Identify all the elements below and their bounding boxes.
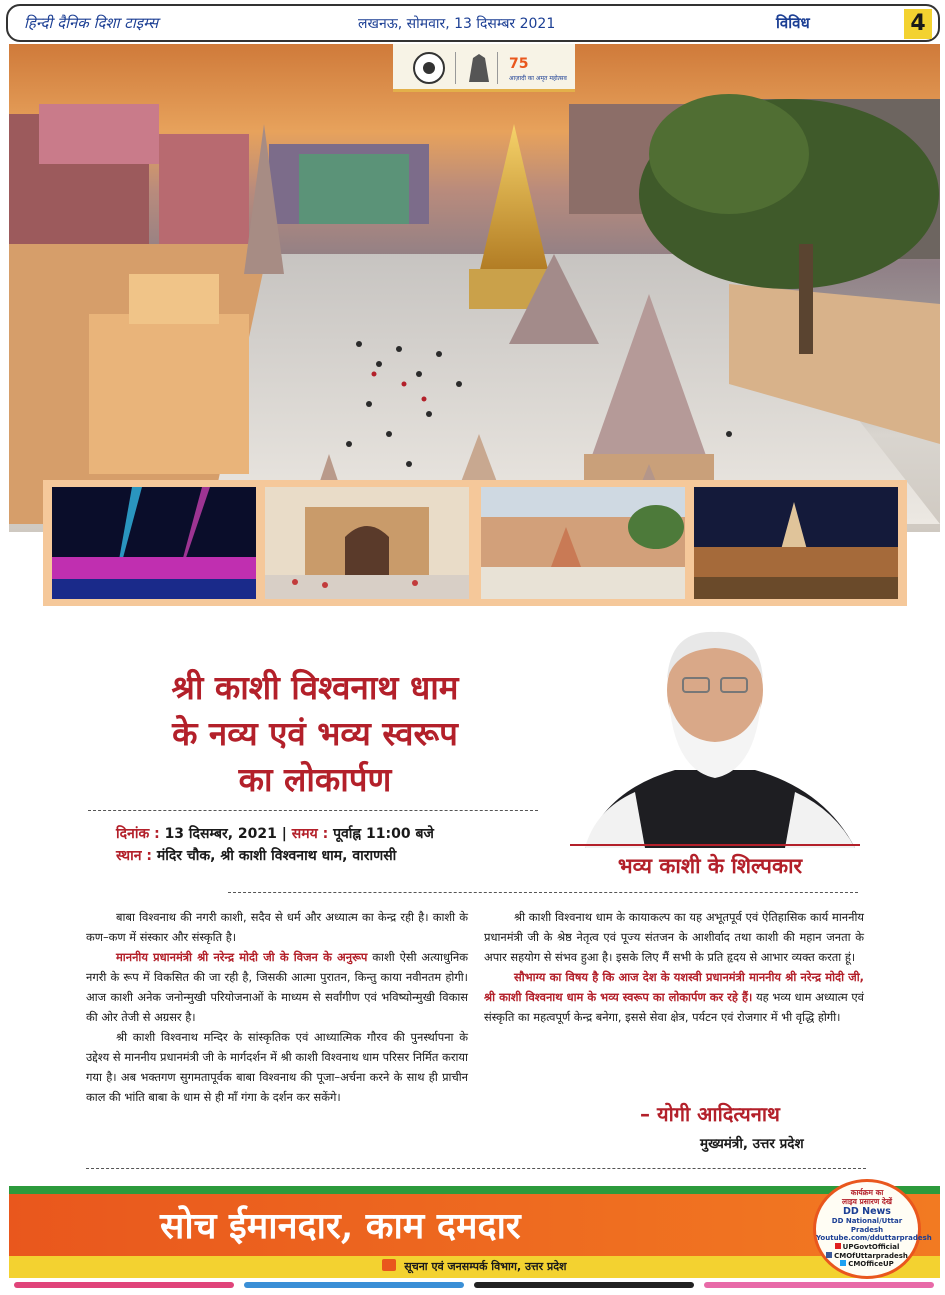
thumbnail-complex-courtyard bbox=[481, 487, 685, 599]
twitter-icon bbox=[840, 1260, 846, 1266]
thumbnail-strip bbox=[43, 480, 907, 606]
badge-social-1: UPGovtOfficial bbox=[816, 1243, 918, 1252]
divider-dashed bbox=[88, 810, 538, 811]
portrait-tagline: भव्य काशी के शिल्पकार bbox=[617, 854, 803, 878]
date-label: दिनांक : bbox=[116, 826, 160, 842]
svg-text:75: 75 bbox=[509, 56, 529, 72]
footer-department-band bbox=[9, 1256, 940, 1278]
left-paragraph-2-highlight: माननीय प्रधानमंत्री श्री नरेन्द्र मोदी जी के विजन के अनुरूप bbox=[116, 950, 368, 964]
department-name: सूचना एवं जनसम्पर्क विभाग, उत्तर प्रदेश bbox=[404, 1260, 567, 1273]
portrait-photo bbox=[565, 620, 865, 848]
event-date-time bbox=[116, 824, 434, 843]
thumbnail-temple-gate bbox=[265, 487, 469, 599]
badge-channel: DD News bbox=[843, 1206, 891, 1218]
venue-value: मंदिर चौक, श्री काशी विश्वनाथ धाम, वाराणसी bbox=[156, 848, 397, 864]
left-paragraph-3: श्री काशी विश्वनाथ मन्दिर के सांस्कृतिक एवं आध्यात्मिक गौरव की पुनर्स्थापना के उद्देश्य से माननीय प्रधानमंत्री जी के मार्गदर्शन में श्री काशी विश्वनाथ धाम परिसर निर्मित कराया गया है। अब भक्तगण सुगमतापूर्वक बाबा विश्वनाथ की पूजा–अर्चना करने के साथ ही प्राचीन काल की भांति बाबा के धाम से ही माँ गंगा के दर्शन कर सकेंगे। bbox=[86, 1030, 468, 1104]
svg-text:आज़ादी का अमृत महोत्सव: आज़ादी का अमृत महोत्सव bbox=[509, 75, 567, 82]
left-paragraph-2 bbox=[86, 947, 468, 1027]
section-name: विविध bbox=[776, 14, 810, 32]
headline-line-1: श्री काशी विश्वनाथ धाम bbox=[171, 668, 459, 707]
national-emblem-icon bbox=[469, 54, 489, 82]
date-value: 13 दिसम्बर, 2021 bbox=[164, 826, 277, 842]
left-column-message bbox=[86, 907, 468, 1107]
headline-line-2: के नव्य एवं भव्य स्वरूप bbox=[172, 714, 458, 753]
color-stripe bbox=[474, 1282, 694, 1288]
badge-social-2: CMOfUttarpradesh bbox=[816, 1252, 918, 1261]
badge-line-2: लाइव प्रसारण देखें bbox=[842, 1196, 892, 1206]
facebook-icon bbox=[826, 1252, 832, 1258]
issue-date: लखनऊ, सोमवार, 13 दिसम्बर 2021 bbox=[358, 16, 556, 32]
right-paragraph-2-text: यह भव्य धाम अध्यात्म एवं संस्कृति का महत्वपूर्ण केन्द्र बनेगा, इससे सेवा क्षेत्र, पर्यटन एवं रोजगार में भी वृद्धि होगी। bbox=[484, 990, 865, 1024]
badge-line-1: कार्यक्रम का bbox=[850, 1188, 884, 1197]
hero-photo-kashi-vishwanath-dham bbox=[9, 44, 940, 532]
masthead bbox=[6, 4, 940, 42]
temple-complex-illustration bbox=[9, 44, 940, 532]
signature-name: – योगी आदित्यनाथ bbox=[640, 1102, 780, 1126]
headline bbox=[70, 665, 560, 803]
venue-label: स्थान : bbox=[116, 848, 152, 864]
newspaper-name: हिन्दी दैनिक दिशा टाइम्स bbox=[24, 14, 159, 32]
time-label: समय : bbox=[291, 826, 329, 842]
thumbnail-night-laser-show bbox=[52, 487, 256, 599]
right-paragraph-2-highlight: सौभाग्य का विषय है कि आज देश के यशस्वी प्रधानमंत्री माननीय श्री नरेन्द्र मोदी जी, श्री काशी विश्वनाथ धाम के भव्य स्वरूप का लोकार्पण कर रहे हैं। bbox=[484, 970, 864, 1004]
badge-line-3: DD National/Uttar Pradesh bbox=[831, 1217, 903, 1234]
thumbnail-temple-at-night bbox=[694, 487, 898, 599]
headline-line-3: का लोकार्पण bbox=[238, 760, 392, 799]
right-paragraph-2 bbox=[484, 967, 864, 1027]
color-stripe bbox=[244, 1282, 464, 1288]
live-broadcast-badge bbox=[813, 1179, 932, 1279]
divider-dashed bbox=[86, 1168, 866, 1169]
footer-slogan: सोच ईमानदार, काम दमदार bbox=[160, 1205, 521, 1247]
page-number: 4 bbox=[904, 9, 932, 39]
footer-green-band bbox=[9, 1186, 940, 1194]
badge-youtube: Youtube.com/dduttarpradesh bbox=[816, 1234, 932, 1243]
government-logo-strip bbox=[393, 44, 575, 92]
divider-dashed bbox=[228, 892, 858, 893]
portrait-underline bbox=[570, 844, 860, 846]
event-venue bbox=[116, 846, 396, 865]
department-logo-icon bbox=[382, 1259, 396, 1271]
color-stripe bbox=[704, 1282, 934, 1288]
signature-role: मुख्यमंत्री, उत्तर प्रदेश bbox=[700, 1136, 804, 1152]
separator: | bbox=[281, 826, 287, 842]
right-column-message bbox=[484, 907, 864, 1027]
right-paragraph-1: श्री काशी विश्वनाथ धाम के कायाकल्प का यह अभूतपूर्व एवं ऐतिहासिक कार्य माननीय प्रधानमंत्री जी के श्रेष्ठ नेतृत्व एवं पूज्य संतजन के आशीर्वाद तथा काशी की महान जनता के अपार सहयोग से संभव हुआ है। इसके लिए मैं सभी के प्रति हृदय से आभार व्यक्त करता हूं। bbox=[484, 910, 864, 964]
left-paragraph-2-text: काशी ऐसी अत्याधुनिक नगरी के रूप में विकसित की जा रही है, जिसकी आत्मा पुरातन, किन्तु काया नवीनतम होगी। आज काशी अनेक जनोन्मुखी परियोजनाओं के माध्यम से सर्वांगीण एवं भविष्योन्मुखी विकास की ओर तेजी से अग्रसर है। bbox=[86, 950, 468, 1024]
time-value: पूर्वाह्न 11:00 बजे bbox=[333, 826, 434, 842]
youtube-icon bbox=[835, 1243, 841, 1249]
left-paragraph-1: बाबा विश्वनाथ की नगरी काशी, सदैव से धर्म और अध्यात्म का केन्द्र रही है। काशी के कण–कण में संस्कार और संस्कृति है। bbox=[86, 910, 468, 944]
badge-social-3: CMOfficeUP bbox=[816, 1260, 918, 1269]
color-stripe bbox=[14, 1282, 234, 1288]
